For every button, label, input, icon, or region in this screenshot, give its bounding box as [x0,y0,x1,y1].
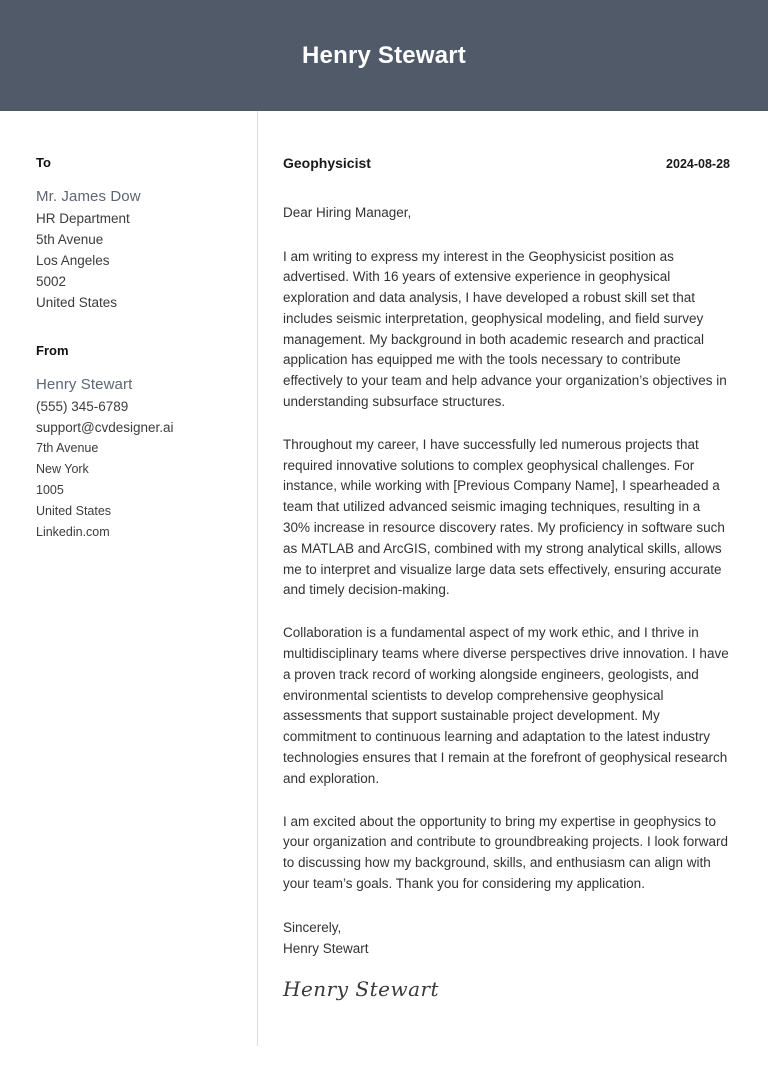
letter-header-row [283,156,730,171]
sender-label: From [36,343,69,358]
letter-paragraph: I am excited about the opportunity to bring my expertise in geophysics to your organization and contribute to groundbreaking projects. I look forward to discussing how my background, skills, and enthusiasm can align with your team’s goals. Thank you for considering my application. [283,813,729,892]
sender-line: 1005 [36,483,64,497]
letter-body-column [258,111,768,999]
recipient-label: To [36,155,51,170]
recipient-name: Mr. James Dow [36,188,141,205]
letter-date: 2024-08-28 [666,157,730,171]
document-body [0,111,768,1046]
recipient-line: United States [36,295,118,310]
recipient-line: Los Angeles [36,253,110,268]
sender-line: 7th Avenue [36,441,99,455]
recipient-block [36,156,235,313]
sender-email: support@cvdesigner.ai [36,420,174,435]
letter-paragraph: I am writing to express my interest in the Geophysicist position as advertised. With 16 years of extensive experience in geophysical exploration and data analysis, I have developed a robust skill set that includes seismic interpretation, geophysical modeling, and field survey management. My background in both academic research and practical application has equipped me with the tools necessary to contribute effectively to your team and help advance your organization’s objectives in understanding subsurface structures. [283,248,727,410]
sender-phone: (555) 345-6789 [36,399,129,414]
letter-paragraph: Throughout my career, I have successfully led numerous projects that required innovative solutions to complex geophysical challenges. For instance, while working with [Previous Company Name], I spearheaded a team that utilized advanced seismic imaging techniques, resulting in a 30% increase in resource discovery rates. My proficiency in software such as MATLAB and ArcGIS, combined with my strong analytical skills, allows me to interpret and visualize large data sets effectively, ensuring accurate and timely decision-making. [283,436,725,598]
document-header-banner [0,0,768,111]
recipient-line: HR Department [36,211,130,226]
salutation: Dear Hiring Manager, [283,204,412,220]
closing-name: Henry Stewart [283,940,369,956]
contact-sidebar [0,111,257,543]
signature-script: Henry Stewart [283,976,440,1001]
job-title: Geophysicist [283,155,371,171]
closing-word: Sincerely, [283,919,342,935]
recipient-line: 5002 [36,274,67,289]
sender-website: Linkedin.com [36,525,110,539]
letter-paragraph: Collaboration is a fundamental aspect of my work ethic, and I thrive in multidisciplinary teams where diverse perspectives drive innovation. I have a proven track record of working alongside engineers, geologists, and environmental scientists to develop comprehensive geophysical assessments that support sustainable project development. My commitment to continuous learning and adaptation to the latest industry technologies ensures that I remain at the forefront of geophysical research and exploration. [283,625,729,786]
applicant-name-heading: Henry Stewart [302,41,466,69]
sender-name: Henry Stewart [36,376,133,393]
sender-line: United States [36,504,112,518]
sender-line: New York [36,462,89,476]
recipient-line: 5th Avenue [36,232,104,247]
sender-block [36,344,235,543]
